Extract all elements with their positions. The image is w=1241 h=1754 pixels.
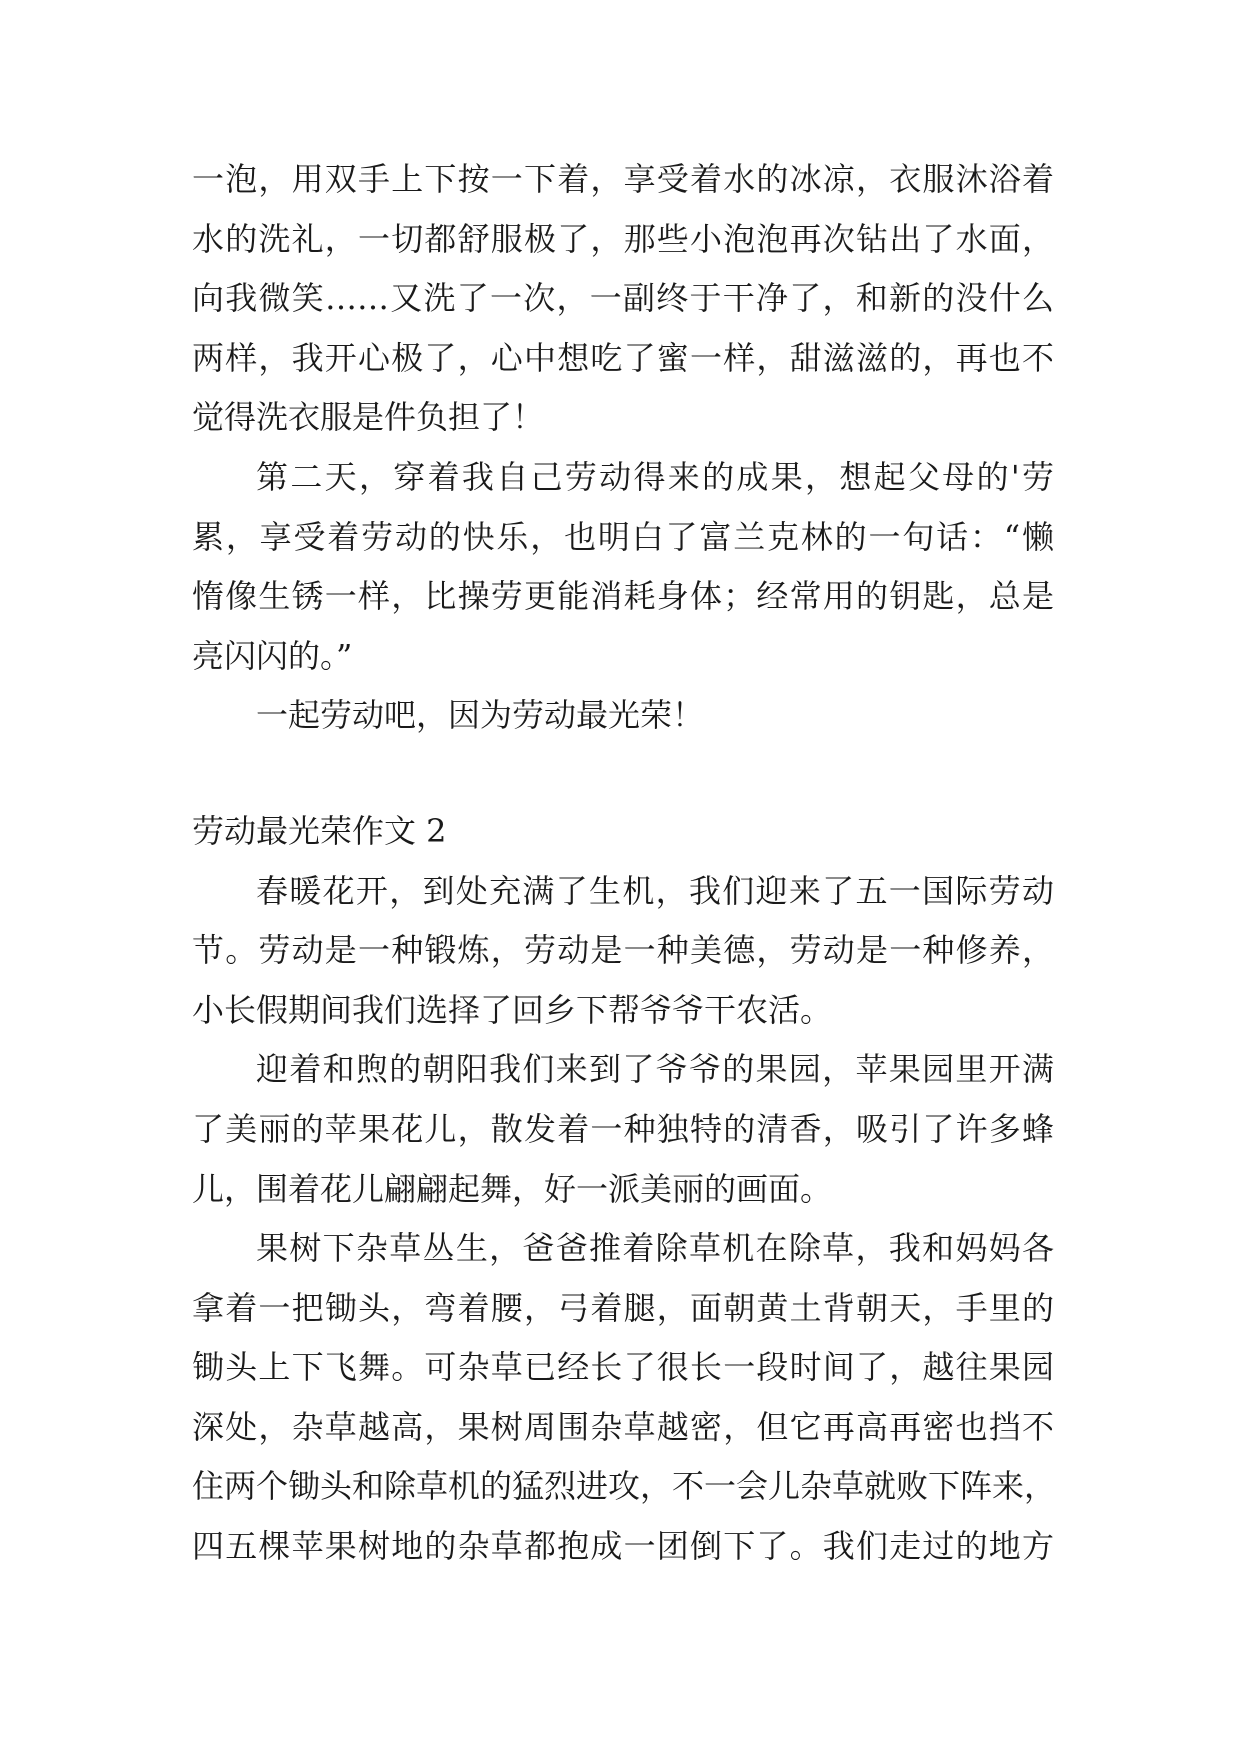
text-line: 两样，我开心极了，心中想吃了蜜一样，甜滋滋的，再也不 — [192, 338, 1054, 377]
text-line: 累，享受着劳动的快乐，也明白了富兰克林的一句话：“懒 — [192, 517, 1054, 556]
text-line: 了美丽的苹果花儿，散发着一种独特的清香，吸引了许多蜂 — [192, 1109, 1054, 1148]
paragraph — [192, 1219, 1057, 1577]
paragraph — [192, 150, 1054, 448]
text-line: 向我微笑……又洗了一次，一副终于干净了，和新的没什么 — [192, 279, 1054, 318]
text-line: 水的洗礼，一切都舒服极了，那些小泡泡再次钻出了水面， — [192, 219, 1054, 258]
text-line: 儿，围着花儿翩翩起舞，好一派美丽的画面。 — [192, 1169, 833, 1208]
text-line: 小长假期间我们选择了回乡下帮爷爷干农活。 — [192, 990, 833, 1029]
text-line: 春暖花开，到处充满了生机，我们迎来了五一国际劳动 — [256, 871, 1054, 910]
text-line: 住两个锄头和除草机的猛烈进攻，不一会儿杂草就败下阵来， — [192, 1467, 1057, 1506]
paragraph — [192, 862, 1054, 1041]
text-line: 节。劳动是一种锻炼，劳动是一种美德，劳动是一种修养， — [192, 931, 1054, 970]
section-spacer — [192, 746, 1054, 802]
paragraph — [192, 448, 1054, 686]
paragraph — [192, 686, 1054, 746]
text-line: 一泡，用双手上下按一下着，享受着水的冰凉，衣服沐浴着 — [192, 160, 1054, 198]
text-line: 迎着和煦的朝阳我们来到了爷爷的果园，苹果园里开满 — [256, 1050, 1054, 1089]
text-line: 四五棵苹果树地的杂草都抱成一团倒下了。我们走过的地方 — [192, 1527, 1054, 1566]
document-body — [192, 150, 1057, 1577]
text-line: 亮闪闪的。” — [192, 636, 353, 675]
text-line: 一起劳动吧，因为劳动最光荣！ — [256, 696, 705, 735]
text-line: 第二天，穿着我自己劳动得来的成果，想起父母的'劳 — [256, 457, 1054, 496]
paragraph — [192, 1040, 1054, 1219]
text-line: 深处，杂草越高，果树周围杂草越密，但它再高再密也挡不 — [192, 1407, 1054, 1446]
section-title: 劳动最光荣作文 2 — [192, 811, 447, 850]
text-line: 拿着一把锄头，弯着腰，弓着腿，面朝黄土背朝天，手里的 — [192, 1288, 1054, 1327]
text-line: 惰像生锈一样，比操劳更能消耗身体；经常用的钥匙，总是 — [192, 577, 1054, 616]
text-line: 觉得洗衣服是件负担了！ — [192, 398, 545, 437]
text-line: 锄头上下飞舞。可杂草已经长了很长一段时间了，越往果园 — [192, 1348, 1054, 1387]
text-line: 果树下杂草丛生，爸爸推着除草机在除草，我和妈妈各 — [256, 1229, 1054, 1268]
